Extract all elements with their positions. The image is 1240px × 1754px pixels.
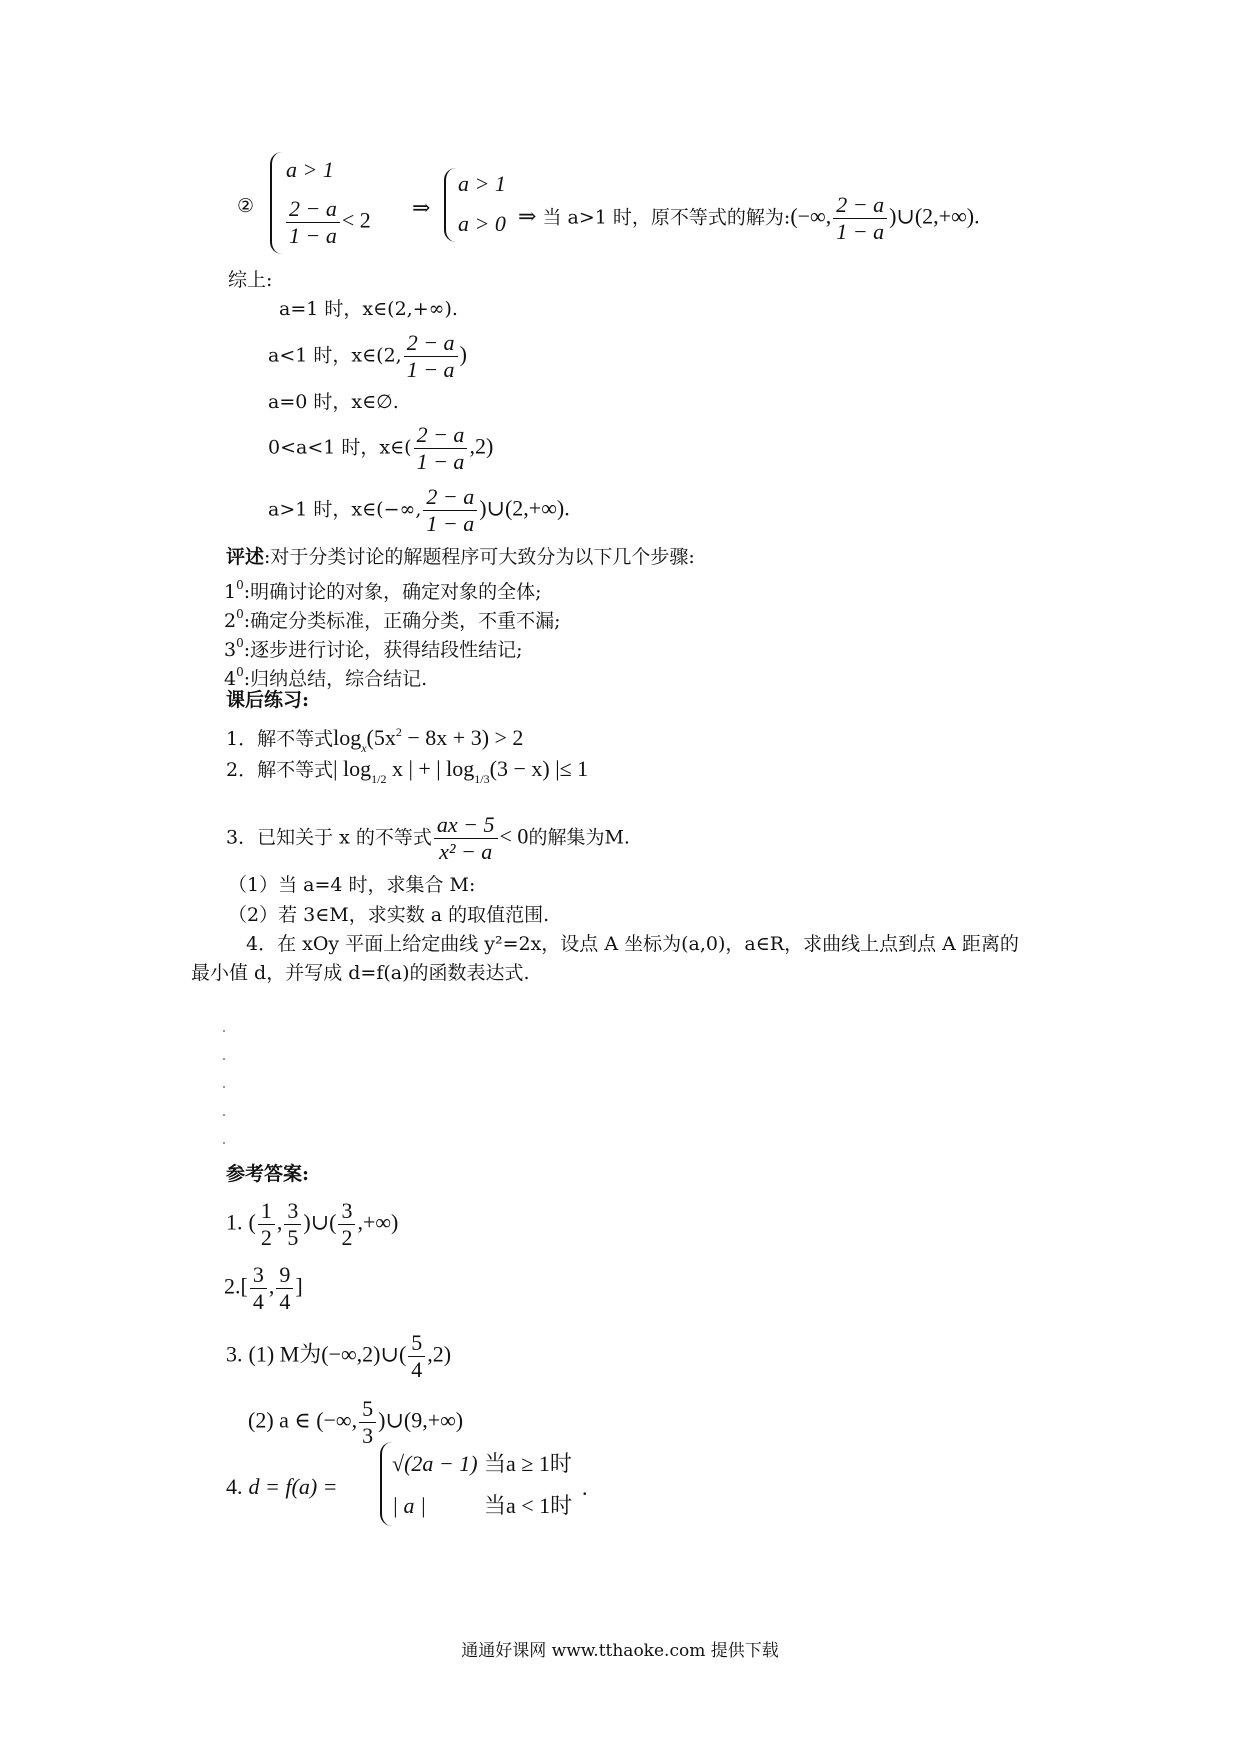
summary-a-eq-0: a=0 时，x∈∅.: [268, 391, 399, 413]
answer-4-label: 4. d = f(a) =: [226, 1474, 338, 1499]
answer-2: 2.[ $\frac{3}{4}$ , $\frac{9}{4}$ ]: [224, 1262, 303, 1314]
system1-row1: a > 1: [286, 157, 334, 182]
exercise-1: 1．解不等式$\log_x(5x^2 - 8x + 3) > 2$: [226, 725, 524, 755]
system1-row2: $\frac{2 - a}{1 - a}$ < 2: [284, 196, 371, 249]
blank-dot: [223, 1058, 225, 1060]
blank-dot: [223, 1114, 225, 1116]
summary-a-0-1: 0<a<1 时，x∈( $\frac{2 - a}{1 - a}$ ,2): [268, 422, 494, 474]
page-footer: 通通好课网 www.tthaoke.com 提供下载: [461, 1641, 779, 1661]
answer-4-end: .: [582, 1475, 588, 1500]
exercises-title: 课后练习:: [226, 689, 310, 711]
answer-3-part2: (2) a ∈ (−∞, $\frac{5}{3}$ )∪(9,+∞): [248, 1396, 464, 1448]
system2-row1: a > 1: [458, 171, 506, 196]
answer-1: 1. ( $\frac{1}{2}$ , $\frac{3}{5}$ )∪( $\frac{3}{2}$ ,+∞): [226, 1198, 399, 1250]
blank-dot: [223, 1030, 225, 1032]
summary-a-lt-1: a<1 时，x∈(2, $\frac{2 - a}{1 - a}$ ): [268, 330, 467, 382]
comment-intro: 评述:对于分类讨论的解题程序可大致分为以下几个步骤:: [226, 546, 695, 568]
comment-step-3: $3^0$:逐步进行讨论，获得结段性结记;: [224, 636, 523, 661]
answer-3-part1: 3. (1) M为(−∞,2)∪( $\frac{5}{4}$ ,2): [226, 1330, 452, 1382]
system2-row2: a > 0: [458, 211, 506, 236]
blank-dot: [223, 1142, 225, 1144]
exercise-2: 2．解不等式| $\log_{1/2} x$ | + | $\log_{1/3}(3 - x)$ |≤ 1: [226, 756, 589, 786]
exercise-4-line1: 4．在 xOy 平面上给定曲线 y²=2x，设点 A 坐标为(a,0)，a∈R，求曲线上点到点 A 距离的: [246, 933, 1019, 955]
answer-4-case2: | a | 当a < 1时: [392, 1493, 573, 1518]
exercise-3-q1: （1）当 a=4 时，求集合 M:: [228, 874, 476, 896]
system-brace-1: [270, 152, 282, 254]
answer-4-case1: √(2a − 1) 当a ≥ 1时: [392, 1451, 572, 1476]
exercise-3: 3．已知关于 x 的不等式 $\frac{ax - 5}{\text{x² − a}}$ < 0的解集为M.: [226, 812, 630, 864]
summary-a-gt-1: a>1 时，x∈(−∞, $\frac{2 - a}{1 - a}$ )∪(2,+∞).: [268, 484, 570, 536]
summary-a-eq-1: a=1 时，x∈(2,+∞).: [279, 298, 458, 320]
case2-conclusion: ⇒ 当 a>1 时，原不等式的解为:(−∞, $\frac{2 - a}{1 - a}$ )∪(2,+∞).: [518, 192, 980, 244]
blank-dot: [223, 1086, 225, 1088]
piecewise-brace: [380, 1442, 392, 1526]
case-marker: ②: [237, 195, 255, 217]
comment-step-1: $1^0$:明确讨论的对象，确定对象的全体;: [224, 578, 542, 603]
exercise-3-q2: （2）若 3∈M，求实数 a 的取值范围.: [228, 904, 550, 926]
comment-step-4: $4^0$:归纳总结，综合结记.: [224, 665, 428, 690]
system-brace-2: [444, 168, 456, 242]
summary-title: 综上:: [228, 269, 273, 291]
comment-step-2: $2^0$:确定分类标准，正确分类，不重不漏;: [224, 607, 561, 632]
implies-arrow: ⇒: [412, 195, 431, 220]
answers-title: 参考答案:: [226, 1163, 310, 1185]
exercise-4-line2: 最小值 d，并写成 d=f(a)的函数表达式.: [191, 962, 530, 984]
